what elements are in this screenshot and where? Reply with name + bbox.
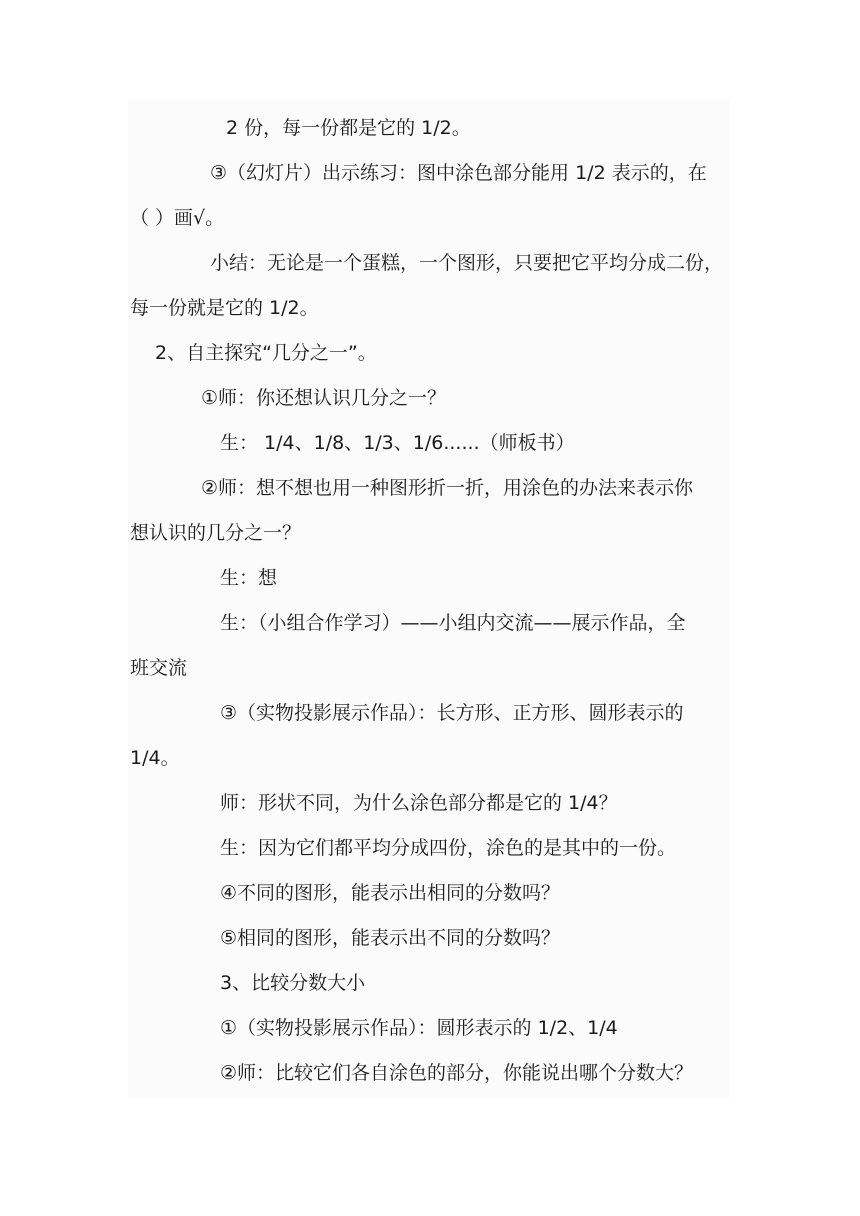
text-line: 班交流 [130,657,188,679]
text-line: 每一份就是它的 1/2。 [130,297,319,319]
text-line: ④不同的图形，能表示出相同的分数吗？ [220,882,561,904]
text-line: ②师：比较它们各自涂色的部分，你能说出哪个分数大？ [220,1062,694,1084]
text-line: 2 份，每一份都是它的 1/2。 [226,117,471,139]
text-line: ①（实物投影展示作品）：圆形表示的 1/2、1/4 [220,1017,618,1039]
text-line: 生：想 [220,567,278,589]
text-line: ③（幻灯片）出示练习：图中涂色部分能用 1/2 表示的，在 [210,162,707,184]
text-line: ⑤相同的图形，能表示出不同的分数吗？ [220,927,561,949]
text-line: 师：形状不同，为什么涂色部分都是它的 1/4？ [220,792,618,814]
text-line: 生：因为它们都平均分成四份，涂色的是其中的一份。 [220,837,677,859]
text-line: 1/4。 [130,747,180,769]
text-line: ②师：想不想也用一种图形折一折，用涂色的办法来表示你 [201,477,694,499]
text-line: 生：（小组合作学习）——小组内交流——展示作品，全 [220,612,686,634]
text-line: （ ）画√。 [130,207,225,229]
text-line: 小结：无论是一个蛋糕，一个图形，只要把它平均分成二份， [210,252,724,274]
text-line: 生： 1/4、1/8、1/3、1/6......（师板书） [220,432,575,454]
section-heading: 3、比较分数大小 [220,972,366,994]
text-line: ①师：你还想认识几分之一？ [201,387,447,409]
text-line: ③（实物投影展示作品）：长方形、正方形、圆形表示的 [220,702,684,724]
section-heading: 2、自主探究“几分之一”。 [155,342,377,364]
text-line: 想认识的几分之一？ [130,522,302,544]
